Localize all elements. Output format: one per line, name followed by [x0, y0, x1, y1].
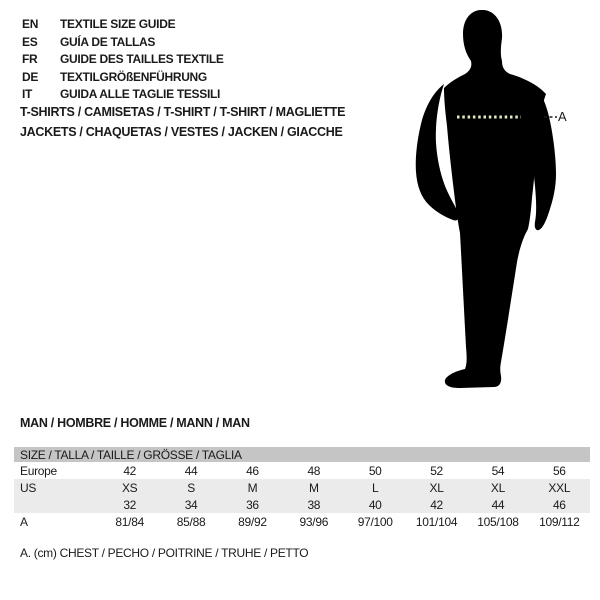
cell: 32: [123, 497, 137, 512]
table-row-europe: [14, 462, 590, 479]
cell: 40: [368, 497, 382, 512]
table-row-us-numeric: [14, 496, 590, 513]
cell: 50: [368, 463, 382, 478]
language-label: TEXTILE SIZE GUIDE: [60, 17, 176, 31]
cell: 56: [552, 463, 566, 478]
cell: 89/92: [238, 514, 267, 529]
size-table: [14, 447, 590, 530]
cell: XL: [429, 480, 444, 495]
row-label: A: [20, 514, 28, 529]
cell: 44: [491, 497, 505, 512]
size-table-header: SIZE / TALLA / TAILLE / GRÖSSE / TAGLIA: [14, 447, 590, 462]
row-label: US: [20, 480, 37, 495]
cell: 52: [430, 463, 443, 478]
cell: 46: [552, 497, 566, 512]
cell: 38: [307, 497, 321, 512]
section-heading: MAN / HOMBRE / HOMME / MANN / MAN: [20, 416, 250, 430]
table-row-us: [14, 479, 590, 496]
cell: 34: [184, 497, 198, 512]
category-tshirts: T-SHIRTS / CAMISETAS / T-SHIRT / T-SHIRT / MAGLIETTE: [20, 105, 346, 119]
cell: 97/100: [357, 514, 393, 529]
cell: XL: [490, 480, 505, 495]
cell: 85/88: [176, 514, 206, 529]
man-silhouette: [400, 0, 600, 400]
cell: 109/112: [539, 514, 580, 529]
language-label: TEXTILGRÖßENFÜHRUNG: [60, 69, 207, 84]
cell: XXL: [548, 480, 571, 495]
cell: M: [247, 480, 258, 495]
cell: 42: [123, 463, 137, 478]
cell: 101/104: [415, 514, 458, 529]
category-jackets: JACKETS / CHAQUETAS / VESTES / JACKEN / GIACCHE: [20, 124, 343, 139]
cell: 54: [491, 463, 505, 478]
language-label: GUÍA DE TALLAS: [60, 34, 156, 49]
cell: 42: [430, 497, 443, 512]
language-label: GUIDE DES TAILLES TEXTILE: [60, 52, 224, 66]
language-row-en: [22, 16, 224, 34]
language-code: DE: [22, 69, 39, 84]
language-code: ES: [22, 34, 38, 49]
cell: L: [372, 480, 379, 495]
language-code: EN: [22, 17, 39, 31]
language-list: [22, 16, 224, 104]
language-row-es: [22, 34, 224, 52]
measure-label-a: A: [558, 109, 567, 124]
row-label: [14, 496, 99, 513]
table-row-chest: [14, 513, 590, 530]
garment-categories: [20, 103, 345, 142]
cell: 93/96: [299, 514, 329, 529]
measure-footnote: A. (cm) CHEST / PECHO / POITRINE / TRUHE / PETTO: [20, 546, 309, 560]
cell: 36: [246, 497, 259, 512]
language-code: FR: [22, 52, 38, 66]
language-label: GUIDA ALLE TAGLIE TESSILI: [60, 87, 221, 101]
language-row-de: [22, 69, 224, 87]
size-table-header-row: [14, 447, 590, 462]
cell: 46: [246, 463, 259, 478]
cell: 105/108: [477, 514, 519, 529]
language-row-fr: [22, 51, 224, 69]
cell: 44: [184, 463, 198, 478]
row-label: Europe: [20, 463, 57, 478]
language-row-it: [22, 86, 224, 104]
cell: XS: [121, 480, 138, 495]
cell: 81/84: [115, 514, 144, 529]
language-code: IT: [22, 87, 33, 101]
cell: 48: [307, 463, 321, 478]
cell: M: [308, 480, 319, 495]
figure-area: [400, 0, 600, 400]
cell: S: [187, 480, 195, 495]
